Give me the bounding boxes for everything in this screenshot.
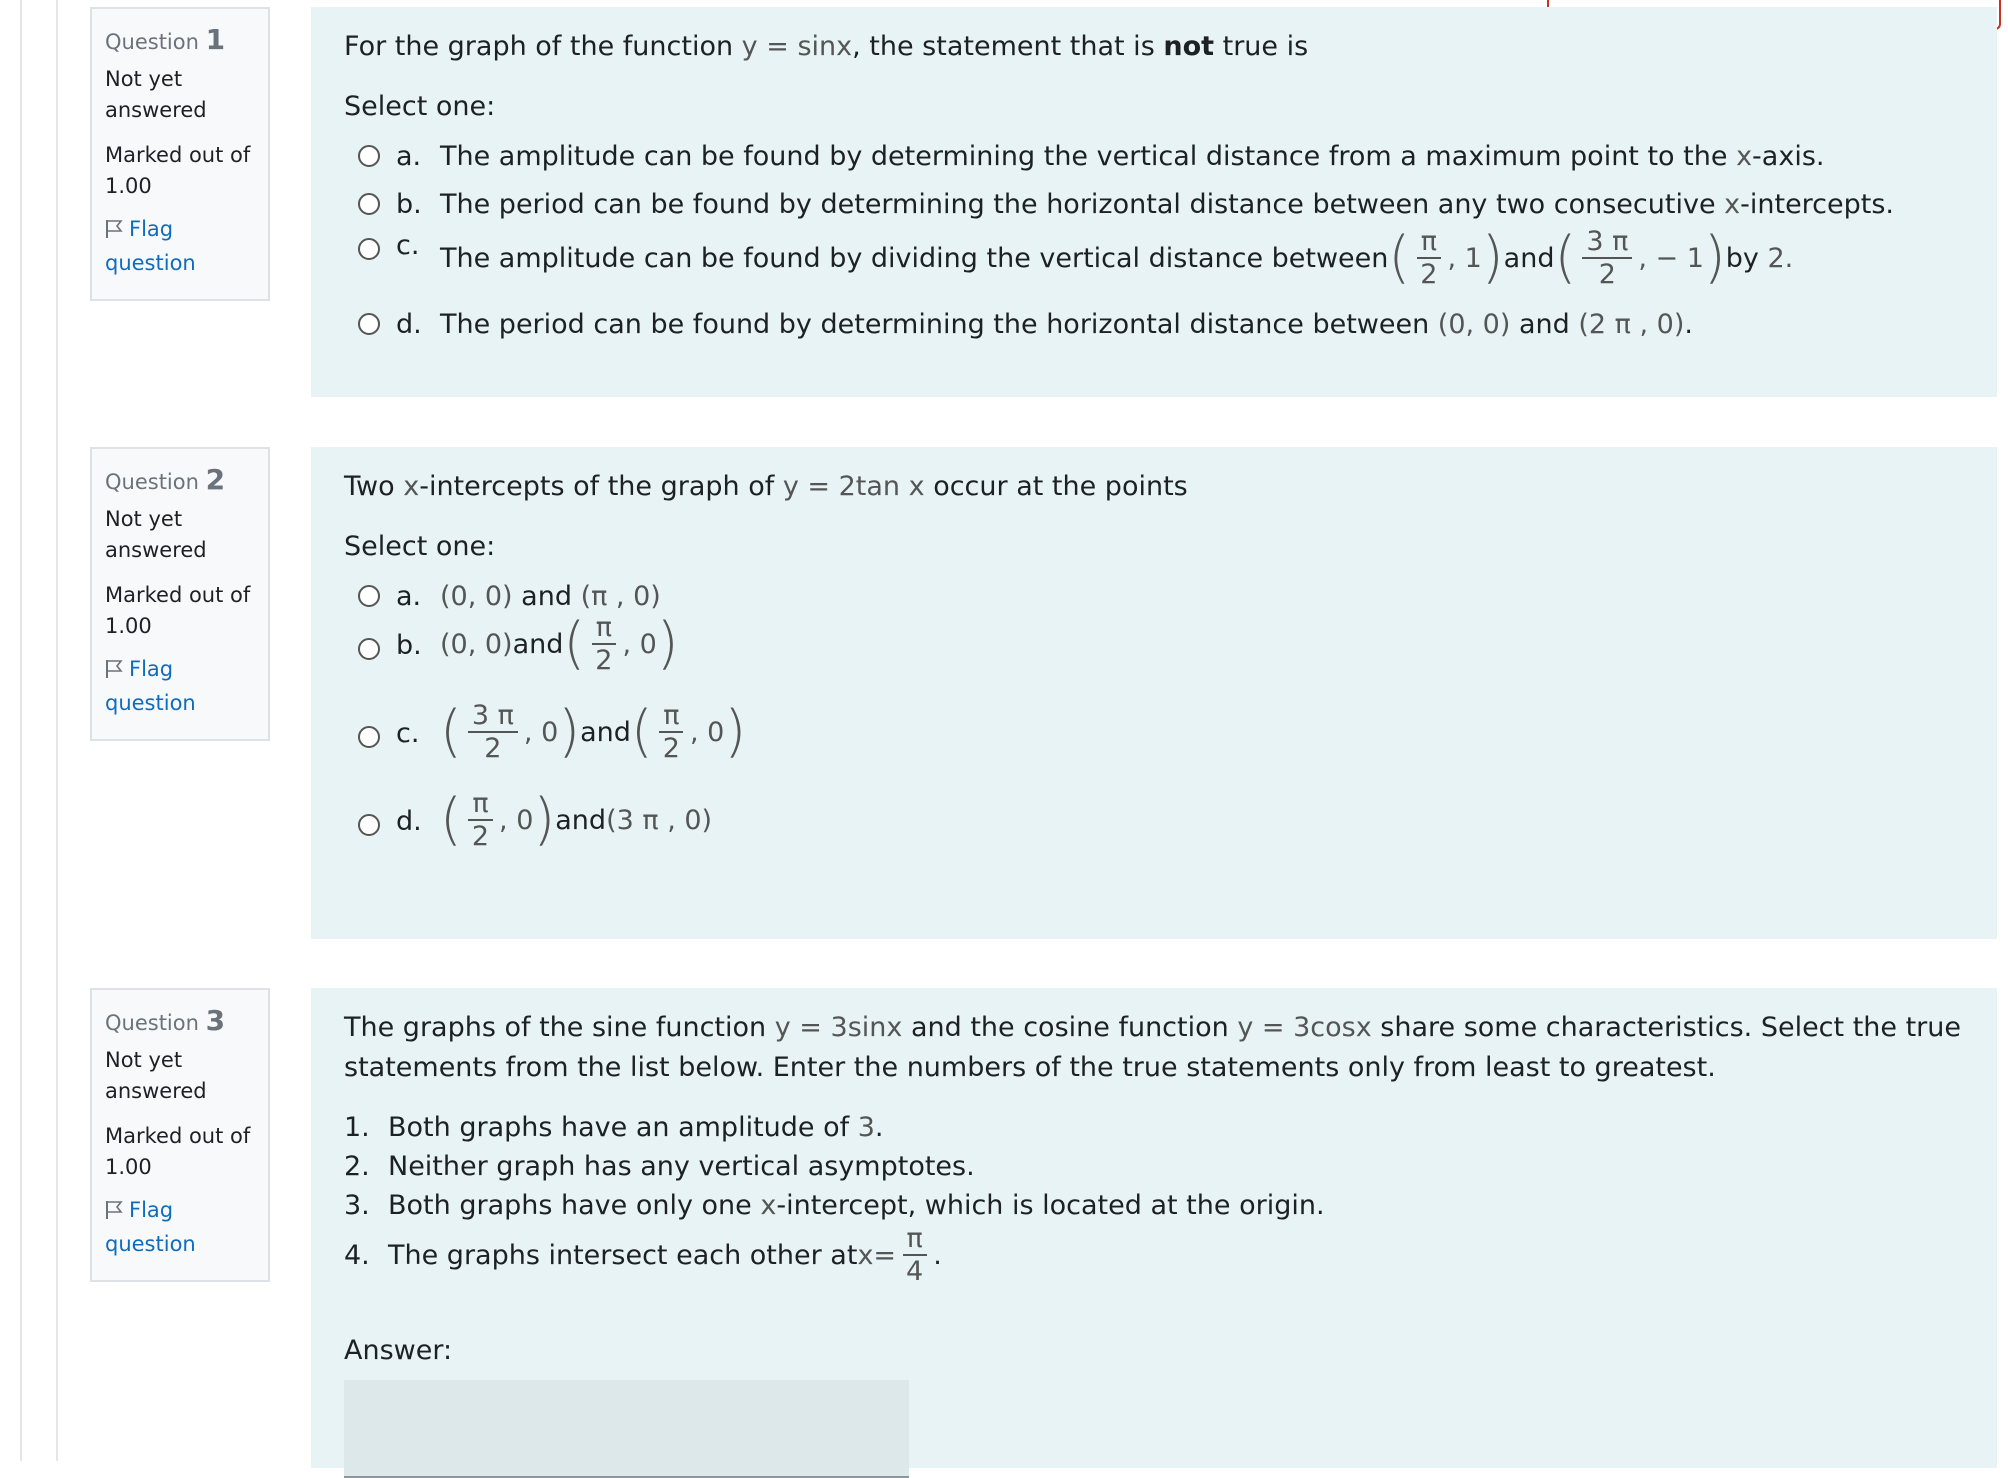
radio-button[interactable]: [358, 638, 380, 660]
question-2-content: [311, 447, 1997, 939]
question-text: The graphs of the sine function y = 3sinx and the cosine function y = 3cosx share some characteristics. Select the true statements from the list below. Enter the numbers of the true statements only from least to greatest.: [344, 1012, 1961, 1083]
option-a[interactable]: a. (0, 0) and (π , 0): [344, 572, 1964, 620]
radio-button[interactable]: [358, 814, 380, 836]
statement-4: 4. The graphs intersect each other at x = $\frac{\pi}{4}$ .: [344, 1223, 942, 1287]
question-number: Question 3: [105, 1004, 226, 1037]
flag-icon: [105, 217, 123, 248]
question-state: Not yet answered: [105, 507, 207, 562]
radio-button[interactable]: [358, 145, 380, 167]
radio-button[interactable]: [358, 238, 380, 260]
math-point: ( $\frac{\pi}{2}$ , 1 ): [1388, 225, 1504, 290]
question-text: Two x-intercepts of the graph of y = 2tan x occur at the points: [344, 471, 1188, 502]
question-state: Not yet answered: [105, 1048, 207, 1103]
math-point: ( $\frac{3 \pi}{2}$ , − 1 ): [1554, 225, 1726, 290]
option-b[interactable]: b. (0, 0) and ( $\frac{\pi}{2}$ , 0 ): [344, 628, 1964, 716]
option-d[interactable]: d. ( $\frac{\pi}{2}$ , 0 ) and (3 π , 0): [344, 804, 1964, 892]
math-point: ( $\frac{\pi}{2}$ , 0 ): [440, 787, 556, 852]
option-c[interactable]: c. The amplitude can be found by dividing the vertical distance between ( $\frac{\pi}{2}$ , 1 ) and ( $\frac{3 \pi}{2}$ , − 1 ) by 2.: [344, 228, 1964, 300]
question-2-info: [90, 447, 270, 741]
answer-label: Answer:: [344, 1335, 453, 1366]
question-text: For the graph of the function y = sinx, the statement that is not true is: [344, 31, 1309, 62]
question-1-content: [311, 7, 1997, 397]
answer-input[interactable]: [344, 1380, 909, 1478]
flag-question-link[interactable]: Flag question: [105, 1198, 196, 1256]
option-d[interactable]: d. The period can be found by determining the horizontal distance between (0, 0) and (2 π , 0).: [344, 300, 1964, 348]
radio-button[interactable]: [358, 585, 380, 607]
flag-question-link[interactable]: Flag question: [105, 217, 196, 275]
flag-question-link[interactable]: Flag question: [105, 657, 196, 715]
math-point: ( $\frac{\pi}{2}$ , 0 ): [563, 611, 679, 676]
question-1-info: [90, 7, 270, 301]
flag-icon: [105, 1198, 123, 1229]
statement-1: 1. Both graphs have an amplitude of 3.: [344, 1112, 884, 1143]
question-number: Question 2: [105, 463, 226, 496]
radio-button[interactable]: [358, 193, 380, 215]
flag-icon: [105, 657, 123, 688]
math-point: ( $\frac{3 \pi}{2}$ , 0 ): [440, 699, 581, 764]
radio-button[interactable]: [358, 313, 380, 335]
select-one-label: Select one:: [344, 91, 496, 122]
option-a[interactable]: a. The amplitude can be found by determining the vertical distance from a maximum point to the x-axis.: [344, 132, 1964, 180]
question-grade: Marked out of 1.00: [105, 1124, 251, 1179]
question-number: Question 1: [105, 23, 226, 56]
option-b[interactable]: b. The period can be found by determining the horizontal distance between any two consecutive x-intercepts.: [344, 180, 1964, 228]
question-3-info: [90, 988, 270, 1282]
page-left-border-inner: [56, 0, 58, 1461]
answer-options: [344, 132, 1964, 348]
math-point: ( $\frac{\pi}{2}$ , 0 ): [630, 699, 747, 764]
statement-2: 2. Neither graph has any vertical asymptotes.: [344, 1151, 975, 1182]
statement-3: 3. Both graphs have only one x-intercept, which is located at the origin.: [344, 1190, 1325, 1221]
option-c[interactable]: c. ( $\frac{3 \pi}{2}$ , 0 ) and ( $\frac{\pi}{2}$ , 0 ): [344, 716, 1964, 804]
question-3-content: [311, 988, 1997, 1468]
statement-list: [344, 1108, 1964, 1285]
answer-options: [344, 572, 1964, 892]
question-state: Not yet answered: [105, 67, 207, 122]
select-one-label: Select one:: [344, 531, 496, 562]
question-grade: Marked out of 1.00: [105, 143, 251, 198]
page-left-border: [20, 0, 22, 1461]
radio-button[interactable]: [358, 726, 380, 748]
question-grade: Marked out of 1.00: [105, 583, 251, 638]
